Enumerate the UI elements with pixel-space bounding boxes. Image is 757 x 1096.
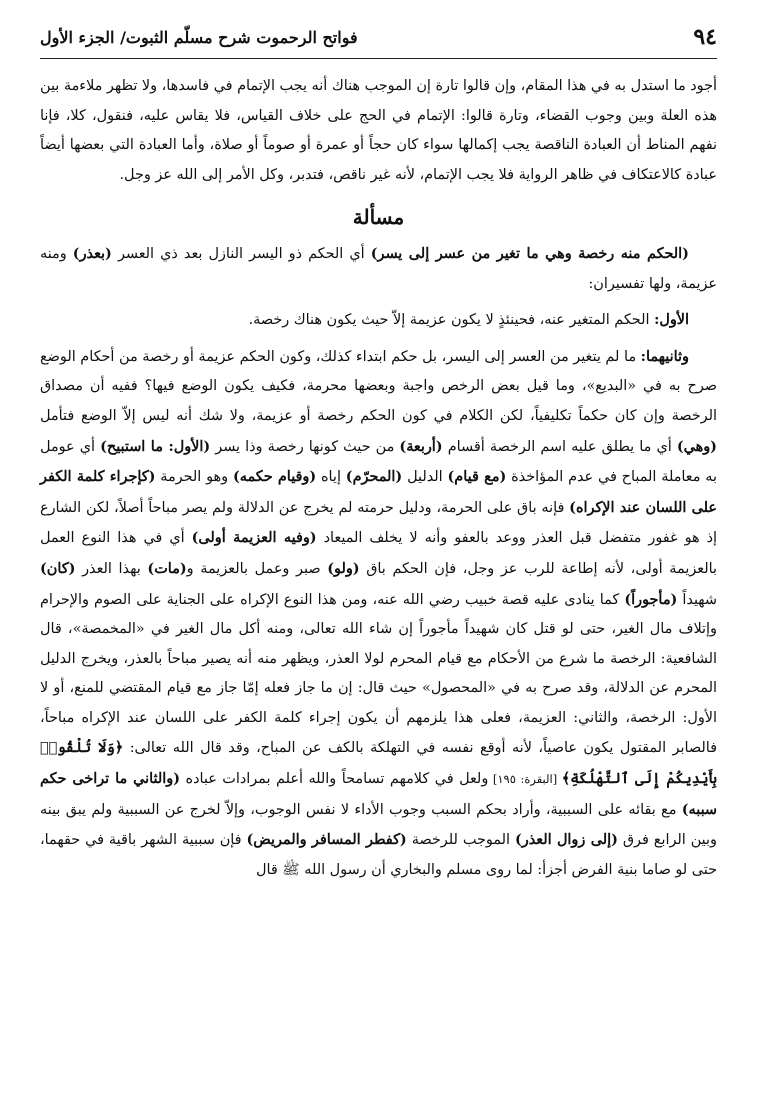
text-span: صبر وعمل بالعزيمة و bbox=[186, 560, 328, 577]
text-span: أي ما يطلق عليه اسم الرخصة أقسام bbox=[442, 438, 677, 455]
bold-phrase: الأول: bbox=[654, 311, 689, 329]
header-rule bbox=[40, 58, 717, 59]
verse-reference: [البقرة: ١٩٥] bbox=[488, 772, 562, 787]
section-heading: مسألة bbox=[352, 205, 405, 230]
text-span: من حيث كونها رخصة وذا يسر bbox=[210, 438, 400, 455]
page-header bbox=[40, 18, 717, 58]
text-span: فإن سببية الشهر باقية في حقهما، حتى لو صاما بنية الفرض أجزأ: لما روى مسلم والبخاري أن رسول الله ﷺ قال bbox=[40, 832, 717, 878]
bold-phrase: (الحكم منه رخصة وهي ما تغير من عسر إلى يسر) bbox=[370, 244, 689, 262]
text-span: الحكم المتغير عنه، فحينئذٍ لا يكون عزيمة إلاّ حيث يكون هناك رخصة. bbox=[248, 312, 655, 329]
bold-phrase: (ولو) bbox=[327, 559, 360, 577]
paragraph-1: أجود ما استدل به في هذا المقام، وإن قالوا تارة إن الموجب هناك أنه يجب الإتمام في فاسدها، ولا تظهر ملاءمة بين هذه العلة وبين وجوب القضاء، وتارة قالوا: الإتمام في الحج على خلاف القياس، فلا يقاس عليه، فنقول، كلا، فإنا نفهم المناط أن العبادة الناقصة يجب إكمالها سواء كان حجاً أو عمرة أو صوماً أو صلاة، وأما العبادة التي بعضها أيضاً عبادة كالاعتكاف في ظاهر الرواية فلا يجب الإتمام، لأنه غير ناقص، فتدبر، وكل الأمر إلى الله عز وجل. bbox=[40, 78, 717, 183]
quran-verse: ﴿وَلَا تُلْقُوا۟ بِأَيْدِيكُمْ إِلَى ٱلتَّهْلُكَةِ﴾ bbox=[40, 739, 717, 788]
text-span: أي في هذا النوع العمل بالعزيمة أولى، لأنه إطاعة للرب عز وجل، فإن الحكم باق bbox=[40, 530, 717, 577]
text-span: ما لم يتغير من العسر إلى اليسر، بل حكم ابتداء كذلك، وكون الحكم عزيمة أو رخصة من أحكام الوضع صرح به في «البديع»، وما قيل بعض الرخص واجبة وبعضها محرمة، فكيف يكون الوضع فيها؟ ففيه أن مصداق الرخصة وإن كان حكماً تكليفياً، لكن الكلام في كون الحكم رخصة أو عزيمة، ولا شك أنه ليس إلاّ الوضع فتأمل bbox=[40, 348, 717, 424]
page-body bbox=[40, 72, 717, 885]
bold-phrase: (إلى زوال العذر) bbox=[514, 831, 618, 849]
bold-phrase: (مع قيام) bbox=[447, 468, 507, 486]
text-span: وهو الحرمة bbox=[155, 469, 233, 486]
bold-phrase: (كفطر المسافر والمريض) bbox=[246, 831, 407, 849]
bold-phrase: (كان) bbox=[40, 559, 76, 577]
running-title: فواتح الرحموت شرح مسلّم الثبوت/ الجزء الأول bbox=[40, 28, 358, 47]
text-span: فإنه باق على الحرمة، ودليل حرمته لم يخرج عن الدلالة ولم يصر مباحاً أصلاً، لكن الشارع إذ هو غفور متفضل قبل العذر ووعد بالعفو وأنه لا يخلف الميعاد bbox=[40, 499, 718, 547]
bold-phrase: (المحرّم) bbox=[345, 468, 403, 486]
text-span: الدليل bbox=[402, 469, 448, 486]
bold-phrase: (أربعة) bbox=[399, 437, 443, 455]
bold-phrase: وثانيهما: bbox=[640, 347, 689, 365]
bold-phrase: (والثاني ما تراخى حكم سببه) bbox=[40, 770, 717, 818]
bold-phrase: (وقيام حكمه) bbox=[232, 468, 317, 486]
bold-phrase: (مات) bbox=[147, 559, 187, 577]
text-span: ولعل في كلامهم تسامحاً والله أعلم بمرادات عباده bbox=[180, 771, 489, 788]
paragraph-3 bbox=[40, 305, 717, 336]
text-span: مع بقائه على السببية، وأراد بحكم السبب وجوب الأداء لا نفس الوجوب، وإلاّ لخرج عن السببية ولم يبق بينه وبين الرابع فرق bbox=[40, 801, 717, 849]
bold-phrase: (الأول: ما استبيح) bbox=[100, 437, 211, 455]
text-span: شهيداً bbox=[677, 591, 717, 608]
text-span: ومنه عزيمة، ولها تفسيران: bbox=[40, 245, 717, 292]
bold-phrase: (وهي) bbox=[676, 437, 717, 455]
bold-phrase: (كإجراء كلمة الكفر على اللسان عند الإكراه) bbox=[40, 468, 717, 516]
paragraph-4 bbox=[40, 342, 717, 886]
bold-phrase: (وفيه العزيمة أولى) bbox=[191, 529, 317, 547]
text-span: أي الحكم ذو اليسر النازل بعد ذي العسر bbox=[111, 245, 371, 262]
text-span: أي عومل به معاملة المباح في عدم المؤاخذة bbox=[40, 438, 718, 486]
bold-phrase: (مأجوراً) bbox=[624, 590, 678, 608]
page-number: ٩٤ bbox=[693, 24, 717, 50]
text-span: بهذا العذر bbox=[75, 560, 148, 577]
paragraph-2 bbox=[40, 239, 717, 299]
text-span: الموجب للرخصة bbox=[406, 832, 515, 849]
text-span: إياه bbox=[316, 469, 346, 486]
text-span: كما ينادى عليه قصة خبيب رضي الله عنه، ومن هذا النوع الإكراه على الجناية على الصوم والإحرام وإتلاف مال الغير، حتى لو قتل كان شهيداً مأجوراً إن شاء الله تعالى، ومنه أكل مال الغير في «المخمصة»، قال الشافعية: الرخصة ما شرع من الأحكام مع قيام المحرم لولا العذر، ويظهر منه أنه يصير مباحاً بالعذر، ويخرج الدليل المحرم عن الدلالة، وقد صرح به في «المحصول» حيث قال: إن ما جاز فعله إمّا جاز مع قيام المقتضي للمنع، أو لا الأول: الرخصة، والثاني: العزيمة، فعلى هذا يلزمهم أن يكون إجراء كلمة الكفر على اللسان عند الإكراه مباحاً، فالصابر المقتول يكون عاصياً، لأنه أوقع نفسه في التهلكة بالكف عن المباح، وقد قال الله تعالى: bbox=[40, 591, 717, 757]
bold-phrase: (بعذر) bbox=[72, 244, 112, 262]
